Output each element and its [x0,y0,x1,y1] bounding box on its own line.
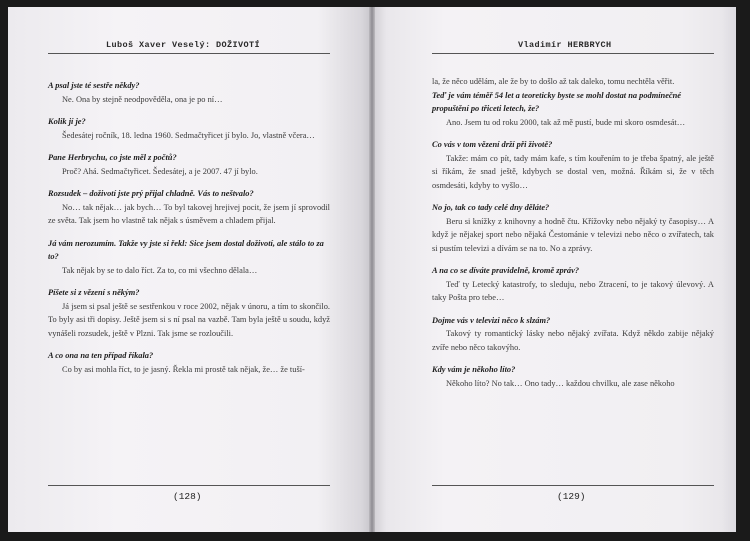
question: Teď je vám téměř 54 let a teoreticky byste se mohl dostat na podmínečné propuštění po třiceti letech, že? [432,90,682,113]
question: Dojme vás v televizi něco k slzám? [432,315,551,325]
answer: Teď ty Letecký katastrofy, to sleduju, nebo Ztracení, to je takový úlevový. A taky Pošta pro tebe… [432,279,714,302]
right-page-header: Vladimír HERBRYCH [518,40,612,50]
left-page-header: Luboš Xaver Veselý: DOŽIVOTÍ [106,40,261,50]
book-spread [8,7,736,532]
answer: Co by asi mohla říct, to je jasný. Řekla mi prostě tak nějak, že… že tuší- [62,364,305,374]
header-rule [432,53,714,54]
question: Kolik jí je? [48,117,86,126]
header-rule [48,53,330,54]
question: A co ona na ten případ říkala? [48,351,154,360]
question: Kdy vám je někoho líto? [432,365,516,374]
question: A na co se díváte pravidelně, kromě zpráv? [432,266,580,275]
left-page-body [48,79,330,376]
right-page [372,7,736,532]
question: Co vás v tom vězení drží při životě? [432,140,553,149]
question: Rozsudek – doživotí jste prý přijal chladně. Vás to neštvalo? [48,189,254,198]
answer: Šedesátej ročník, 18. ledna 1960. Sedmačtyřicet jí bylo. Jo, vlastně včera… [62,130,315,140]
answer: Tak nějak by se to dalo říct. Za to, co mi všechno dělala… [62,265,258,275]
answer: Já jsem si psal ještě se sestřenkou v roce 2002, nějak v únoru, a tím to skončilo. To byly asi tři dopisy. Ještě jsem si s ní psal na vazbě. Tam byla ještě u soudu, když vynášeli rozsudek, ještě v Plzni. Tak jsme se rozloučili. [48,301,330,338]
page-edge-shading [722,7,736,532]
left-page [8,7,372,532]
right-page-body [432,75,714,390]
left-page-number: (128) [173,491,202,502]
footer-rule [48,485,330,486]
answer: Někoho líto? No tak… Ono tady… každou chvilku, ale zase někoho [446,378,675,388]
question: Pane Herbrychu, co jste měl z počtů? [48,153,177,162]
question: Já vám nerozumím. Takže vy jste si řekl: Sice jsem dostal doživotí, ale stálo to za to? [48,238,324,261]
footer-rule [432,485,714,486]
right-page-number: (129) [557,491,586,502]
question: Píšete si z vězení s někým? [48,288,140,297]
continued-text: la, že něco udělám, ale že by to došlo až tak daleko, tomu nechtěla věřit. [432,77,675,86]
question: No jo, tak co tady celé dny děláte? [432,203,550,212]
answer: No… tak nějak… jak bych… To byl takovej hrejivej pocit, že jsem jí sprovodil ze světa. Tak jsem ho vlastně tak nějak s úsměvem a chladem přijal. [48,202,330,225]
answer: Proč? Ahá. Sedmačtyřicet. Šedesátej, a je 2007. 47 jí bylo. [62,166,258,176]
answer: Ne. Ona by stejně neodpověděla, ona je po ní… [62,94,223,104]
answer: Takový ty romantický lásky nebo nějaký zvířata. Když někdo zabije nějaký zvíře nebo něco takovýho. [432,329,714,352]
book-gutter [369,7,375,532]
question: A psal jste té sestře někdy? [48,81,140,90]
answer: Beru si knížky z knihovny a hodně čtu. Křížovky nebo nějaký ty časopisy… A když je nějakej sport nebo nějaká Čestománie v televizi nebo něco o zvířatech, tak si pustím televizi a dívám se na to. No a zprávy. [432,216,714,253]
answer: Takže: mám co pít, tady mám kafe, s tím kouřením to je třeba špatný, ale ještě si říkám, že snad ještě, kdybych se dostal ven, možná. Říkám si, že v těch osmdesáti, kdyby to vyšlo… [432,153,714,190]
answer: Ano. Jsem tu od roku 2000, tak až mě pustí, bude mi skoro osmdesát… [446,117,686,127]
